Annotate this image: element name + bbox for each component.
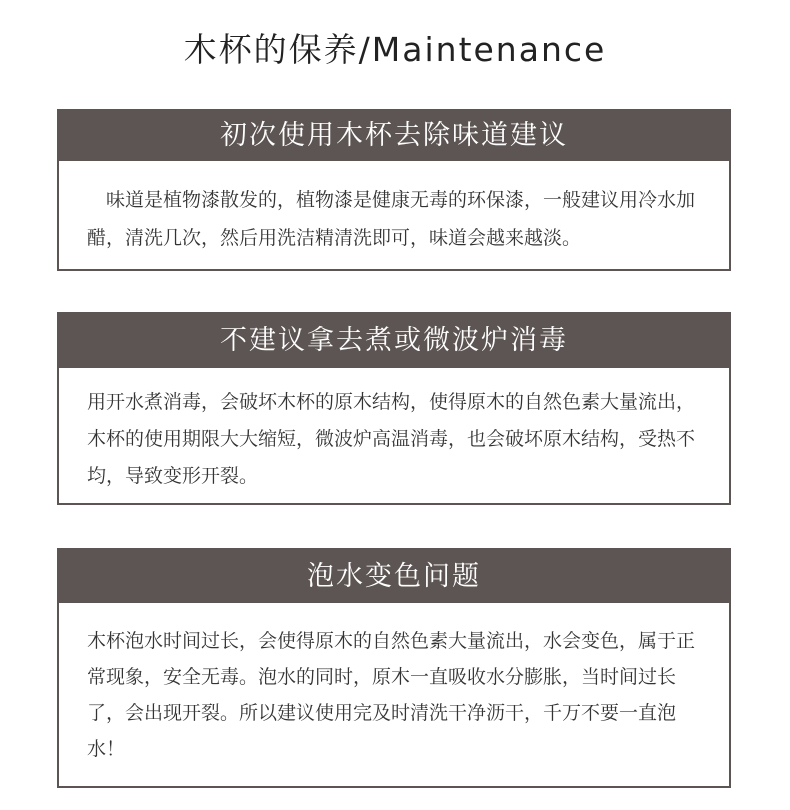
- section-body: 木杯泡水时间过长，会使得原木的自然色素大量流出，水会变色，属于正常现象，安全无毒。泡水的同时，原木一直吸收水分膨胀，当时间过长了，会出现开裂。所以建议使用完及时清洗干净沥干，千万不要一直泡水！: [87, 630, 696, 760]
- section-heading: 泡水变色问题: [59, 550, 729, 603]
- section-card-no-boiling-microwave: [57, 312, 731, 505]
- section-heading: 初次使用木杯去除味道建议: [59, 111, 729, 161]
- section-body: 用开水煮消毒，会破坏木杯的原木结构，使得原木的自然色素大量流出，木杯的使用期限大大缩短，微波炉高温消毒，也会破坏原木结构，受热不均，导致变形开裂。: [87, 391, 696, 487]
- section-card-soaking-discoloration: [57, 548, 731, 788]
- section-card-odor-removal: [57, 109, 731, 271]
- section-body: 味道是植物漆散发的，植物漆是健康无毒的环保漆，一般建议用冷水加醋，清洗几次，然后用洗洁精清洗即可，味道会越来越淡。: [87, 189, 696, 249]
- section-heading: 不建议拿去煮或微波炉消毒: [59, 314, 729, 368]
- page-title: 木杯的保养/Maintenance: [183, 30, 607, 69]
